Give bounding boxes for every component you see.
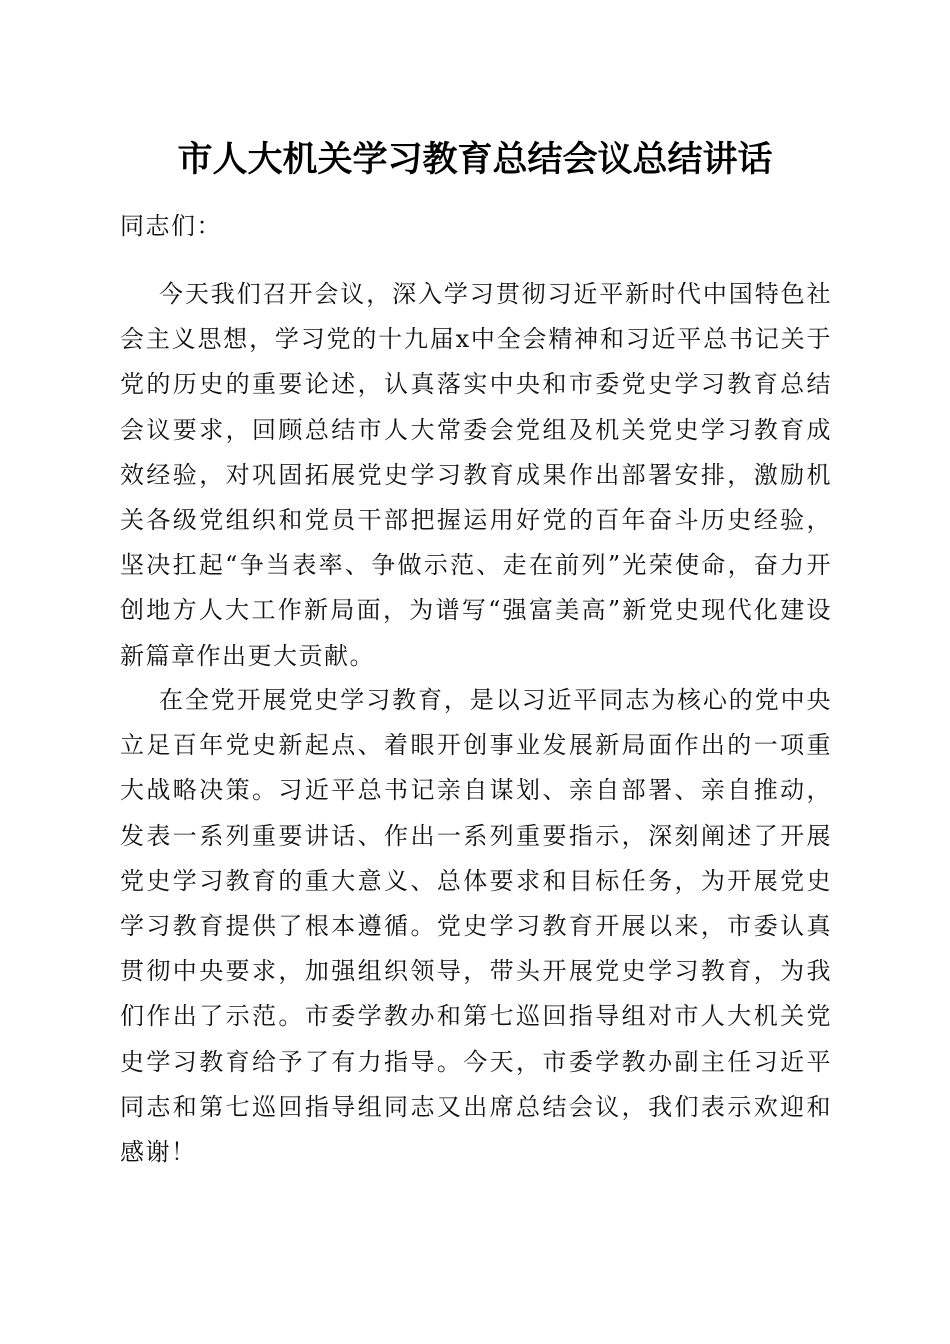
salutation: 同志们： — [120, 212, 222, 240]
paragraph-2: 在全党开展党史学习教育，是以习近平同志为核心的党中央立足百年党史新起点、着眼开创事业发展新局面作出的一项重大战略决策。习近平总书记亲自谋划、亲自部署、亲自推动，发表一系列重要讲话、作出一系列重要指示，深刻阐述了开展党史学习教育的重大意义、总体要求和目标任务，为开展党史学习教育提供了根本遵循。党史学习教育开展以来，市委认真贯彻中央要求，加强组织领导，带头开展党史学习教育，为我们作出了示范。市委学教办和第七巡回指导组对市人大机关党史学习教育给予了有力指导。今天，市委学教办副主任习近平同志和第七巡回指导组同志又出席总结会议，我们表示欢迎和感谢！ — [120, 686, 832, 1167]
document-title: 市人大机关学习教育总结会议总结讲话 — [177, 139, 773, 180]
paragraph-1: 今天我们召开会议，深入学习贯彻习近平新时代中国特色社会主义思想，学习党的十九届x中全会精神和习近平总书记关于党的历史的重要论述，认真落实中央和市委党史学习教育总结会议要求，回顾总结市人大常委会党组及机关党史学习教育成效经验，对巩固拓展党史学习教育成果作出部署安排，激励机关各级党组织和党员干部把握运用好党的百年奋斗历史经验，坚决扛起“争当表率、争做示范、走在前列”光荣使命，奋力开创地方人大工作新局面，为谱写“强富美高”新党史现代化建设新篇章作出更大贡献。 — [120, 280, 832, 670]
